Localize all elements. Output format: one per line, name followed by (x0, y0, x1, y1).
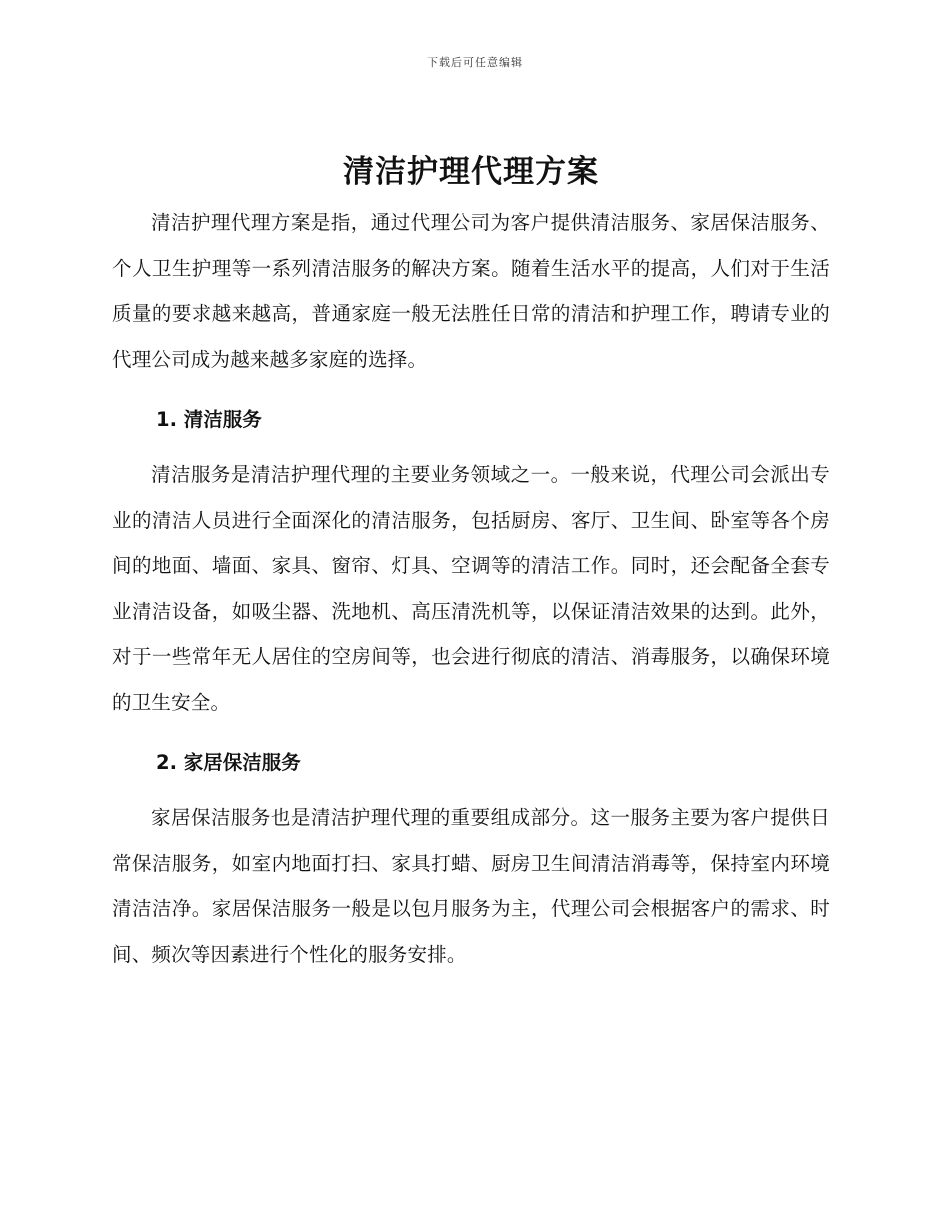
section-heading-cleaning: 1. 清洁服务 (156, 408, 262, 431)
document-body (112, 148, 830, 977)
section-body-home-cleaning: 家居保洁服务也是清洁护理代理的重要组成部分。这一服务主要为客户提供日常保洁服务，如室内地面打扫、家具打蜡、厨房卫生间清洁消毒等，保持室内环境清洁洁净。家居保洁服务一般是以包月服务为主，代理公司会根据客户的需求、时间、频次等因素进行个性化的服务安排。 (112, 806, 830, 966)
header-note: 下载后可任意编辑 (427, 56, 523, 69)
section-body-cleaning: 清洁服务是清洁护理代理的主要业务领域之一。一般来说，代理公司会派出专业的清洁人员进行全面深化的清洁服务，包括厨房、客厅、卫生间、卧室等各个房间的地面、墙面、家具、窗帘、灯具、空调等的清洁工作。同时，还会配备全套专业清洁设备，如吸尘器、洗地机、高压清洗机等，以保证清洁效果的达到。此外，对于一些常年无人居住的空房间等，也会进行彻底的清洁、消毒服务，以确保环境的卫生安全。 (112, 463, 830, 714)
document-title: 清洁护理代理方案 (343, 154, 599, 190)
section-heading-home-cleaning: 2. 家居保洁服务 (156, 751, 301, 774)
intro-paragraph: 清洁护理代理方案是指，通过代理公司为客户提供清洁服务、家居保洁服务、个人卫生护理等一系列清洁服务的解决方案。随着生活水平的提高，人们对于生活质量的要求越来越高，普通家庭一般无法胜任日常的清洁和护理工作，聘请专业的代理公司成为越来越多家庭的选择。 (112, 211, 830, 371)
